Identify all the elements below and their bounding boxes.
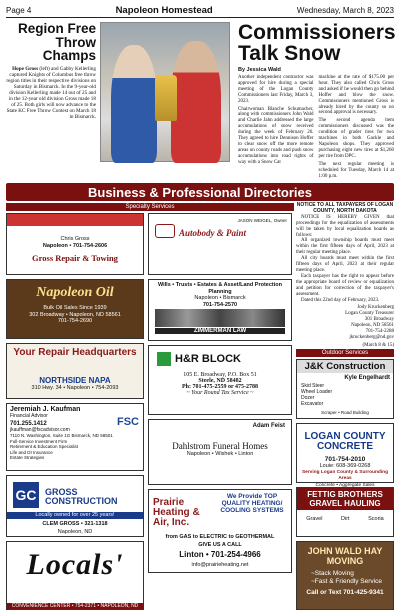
ad-name: Gross Repair & Towing [32, 253, 118, 263]
tow-truck-icon [7, 214, 143, 226]
ad-name: H&R BLOCK [175, 353, 241, 365]
ad-address: 7110 N. Washington, Suite 1G Bismarck, ND 58501 [10, 433, 113, 438]
hr-block-ad[interactable] [148, 345, 292, 415]
caption-body: (left) and Gabby Kellerling captured Knights of Columbus free throw region titles in their respective divisions on Saturday in Bismarck. In the 9-year-old division Kellerling made 14 out of 25 and in the 12-year old division Gross made 18 of 25. Both girls will now advance to the State KC Free Throw Contest on March 18 in Bismarck. [6, 65, 96, 120]
hr-block-logo [157, 352, 291, 366]
ad-tag: Locally owned for over 25 years! [7, 512, 143, 519]
notice-signature: Jody Kruckenberg Logan County Treasurer 301 Broadway Napoleon, ND 58561 701-754-2288 jkruckenberg@nd.gov [345, 305, 394, 340]
ad-person: Adam Feist [252, 423, 285, 429]
free-throw-headline: Region Free Throw Champs [17, 21, 96, 63]
john-wald-hay-ad[interactable] [296, 541, 394, 610]
photo-person-right [171, 41, 221, 163]
ad-person: JASON WEIGEL, Owner [237, 218, 287, 223]
ad-phone: 701-754-2570 [202, 301, 238, 308]
story-paragraph: machine at the rate of $175.00 per hour. They also called Chris Gross and asked if he would then go behind Hoffer and blow the snow. Commissioners mentioned Gross is already hired by the county so no second approval is necessary. [318, 75, 394, 116]
story-paragraph: The second agenda item commissioners discussed was the condition of grader tires for two machines in both Gackle and Napoleon shops. They approved purchasing eight new tires at $1,260 per tire from DPC. [318, 118, 394, 159]
ad-phone: 701-754-2010 [324, 456, 366, 463]
byline: By Jessica Wald [238, 67, 281, 73]
ad-name: NORTHSIDE NAPA [39, 376, 111, 385]
gross-repair-ad[interactable] [6, 213, 144, 275]
ad-name: Autobody & Paint [179, 228, 247, 238]
ad-tag: Serving Logan County & Surrounding Areas [301, 469, 389, 481]
list-item: Life and DI Insurance [10, 449, 53, 455]
notice-paragraph: All organized township boards must meet within the first fifteen days of April, 2023 at their regular meeting place. [296, 238, 394, 256]
ad-phone: Ph: 701-475-2559 or 475-2788 [181, 384, 259, 390]
ad-name: ZIMMERMAN LAW [155, 328, 285, 334]
ad-name: Locals' [26, 548, 124, 581]
ad-phone: Linton • 701-254-4966 [179, 550, 261, 559]
ad-name: Prairie Heating & Air, Inc. [153, 497, 200, 528]
fsc-logo-icon: FSC [117, 416, 139, 428]
ad-tag: We Provide TOP QUALITY HEATING/ COOLING SYSTEMS [220, 493, 284, 514]
napoleon-oil-ad[interactable] [6, 279, 144, 339]
list-item: Skid Steer [301, 383, 325, 389]
car-icon [155, 224, 175, 238]
ad-name: Dahlstrom Funeral Homes [172, 441, 268, 451]
trophy-icon [155, 75, 177, 121]
masthead-title: Napoleon Homestead [115, 5, 213, 16]
list-item: Estate Strategies [10, 454, 45, 460]
ad-name: LOGAN COUNTY CONCRETE [304, 431, 386, 452]
jk-services [301, 383, 393, 407]
ad-from: from GAS to ELECTRIC to GEOTHERMAL [165, 534, 275, 540]
ad-name: JOHN WALD HAY MOVING [307, 546, 383, 566]
list-item: Retirement & Education Specialist [10, 444, 79, 450]
ad-place: Napoleon • Bismarck [194, 295, 246, 301]
dahlstrom-funeral-ad[interactable] [148, 419, 292, 485]
ad-call: Call or Text 701-425-9341 [306, 589, 384, 596]
autobody-ad[interactable] [148, 213, 292, 275]
notice-paragraph: Dated this 22nd day of February, 2023. [301, 297, 380, 303]
ad-address: 310 Hwy. 34 • Napoleon • 754-2093 [31, 385, 119, 391]
prairie-heating-ad[interactable] [148, 489, 292, 573]
list-item: Gravel [306, 516, 323, 522]
ad-places: Napoleon • Wishek • Linton [186, 451, 254, 457]
story-columns [238, 75, 394, 181]
outdoor-services-bar: Outdoor Services [296, 349, 394, 357]
gross-construction-ad[interactable] [6, 475, 144, 537]
ad-email: info@prairieheating.net [191, 562, 249, 568]
list-item: Dozer [301, 395, 315, 401]
fsc-service-list [10, 439, 140, 460]
notice-paragraph: All city boards must meet within the first fifteen days of April, 2023 at their regular meeting place. [296, 256, 394, 273]
page-number: Page 4 [6, 6, 32, 15]
ad-call: GIVE US A CALL [198, 542, 242, 548]
zimmerman-law-ad[interactable] [148, 279, 292, 341]
story-col-1 [238, 75, 314, 181]
notice-paragraph: NOTICE IS HEREBY GIVEN that proceedings for the equalization of assessments will be taken by local equalization boards as follows: [296, 214, 394, 238]
ad-sub: Concrete • Aggregate Sales [315, 482, 375, 488]
ad-person: Jeremiah J. Kaufman [10, 406, 81, 413]
gc-logo-icon: GC [13, 482, 39, 508]
ad-city: Steele, ND 58482 [198, 378, 242, 384]
notice-heading: NOTICE TO ALL TAXPAYERS OF LOGAN COUNTY, NORTH DAKOTA [296, 202, 394, 214]
ad-line: Scraper • Road Building [321, 409, 369, 415]
free-throw-story [6, 22, 96, 162]
staff-photo [155, 309, 285, 327]
ad-footer: CONVENIENCE CENTER • 754-2371 • NAPOLEON, ND [7, 603, 143, 610]
ad-line-1: ~Stack Moving [311, 570, 354, 577]
free-throw-photo [100, 22, 230, 162]
ad-phone-2: Louie: 608-369-0268 [319, 463, 371, 469]
ad-phone: 701-754-2690 [57, 318, 93, 324]
list-item: Excavator [301, 401, 324, 407]
ad-city: Napoleon, ND [57, 529, 93, 535]
ad-role: Financial Advisor [10, 413, 48, 419]
notice-paragraph: Each taxpayer has the right to appear before the appropriate board of review or equalization and petition for correction of the taxpayer's assessment. [296, 273, 394, 297]
fettig-services [297, 516, 393, 522]
taxpayer-notice [296, 202, 394, 348]
directory-banner: Business & Professional Directories [6, 183, 394, 201]
ad-person: Chris Gross [60, 236, 90, 242]
list-item: Scoria [368, 516, 384, 522]
fsc-advisor-ad[interactable] [6, 403, 144, 471]
photo-person-left [111, 45, 157, 163]
story-paragraph: Another independent contractor was approved for hire during a special meeting of the Logan County Commissioners last Friday, March 3, 2023. [238, 75, 314, 104]
ad-phone: Napoleon • 701-754-2606 [42, 242, 108, 249]
ad-name: J&K Construction [297, 360, 393, 373]
ad-address: 302 Broadway • Napoleon, ND 58561 [29, 311, 121, 318]
list-item: Dirt [341, 516, 350, 522]
fettig-brothers-ad[interactable] [296, 487, 394, 537]
ad-line-2: ~Fast & Friendly Service [311, 578, 382, 585]
ad-name: Napoleon Oil [36, 285, 114, 300]
ad-address: 105 E. Broadway, P.O. Box 51 [183, 372, 257, 378]
locals-convenience-ad[interactable] [6, 541, 144, 610]
logan-concrete-ad[interactable] [296, 423, 394, 488]
list-item: Wheel Loader [301, 389, 333, 395]
ad-phone: CLEM GROSS • 321-1318 [42, 521, 108, 527]
story-paragraph: Chairwoman Blanche Schumacher, along with commissioners John Wald and Charlie Jahn addressed the large accumulations of snow received during the week of February 26. They agreed to hire Dennison Hoffer to clear snow off the more remote areas on county roads and push snow accumulations into road rights of way with a Snow Cat [238, 106, 314, 165]
specialty-services-bar: Specialty Services [6, 203, 294, 211]
ad-name: FETTIG BROTHERS GRAVEL HAULING [297, 488, 393, 510]
northside-napa-ad[interactable] [6, 343, 144, 399]
jk-construction-ad[interactable] [296, 359, 394, 419]
commissioners-headline: Commissioners Talk Snow [238, 21, 396, 65]
caption-names: Hope Gross [12, 65, 39, 72]
green-square-icon [157, 352, 171, 366]
ad-email: jkauffman@fscadvisor.com [10, 427, 70, 433]
story-col-2 [319, 75, 395, 181]
story-paragraph: The next regular meeting is scheduled for Tuesday, March 14 at 1:00 p.m. [318, 161, 394, 179]
page-header [6, 4, 394, 18]
ad-person: Kyle Engelhardt [344, 375, 390, 381]
ad-title: Your Repair Headquarters [13, 347, 137, 358]
ad-slogan: ~ Your Round Tax Service ~ [186, 390, 254, 396]
list-item: Full-Service Investment Firm [10, 439, 68, 444]
ad-name: GROSS CONSTRUCTION [45, 487, 118, 506]
ad-services: Wills • Trusts • Estates & Asset/Land Protection Planning [157, 282, 283, 295]
issue-date: Wednesday, March 8, 2023 [296, 6, 394, 15]
ad-sub: Bulk Oil Sales Since 1939 [43, 305, 107, 311]
free-throw-caption [6, 66, 96, 120]
notice-publication: (March 8 & 15) [362, 342, 394, 348]
ad-phone: 701.255.1412 [10, 421, 47, 427]
commissioners-story [238, 22, 394, 178]
